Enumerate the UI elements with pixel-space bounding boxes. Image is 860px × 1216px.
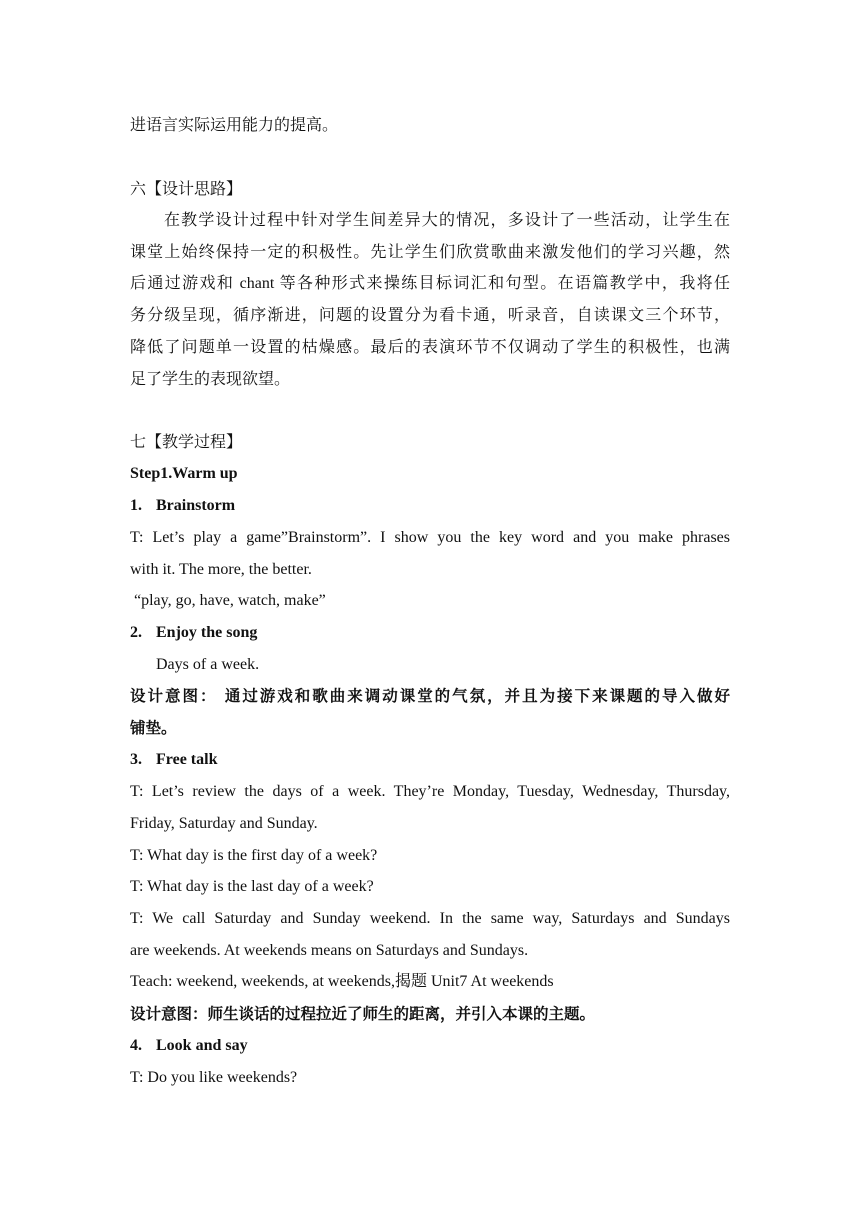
section6-line: 降低了问题单一设置的枯燥感。最后的表演环节不仅调动了学生的积极性，也满 (130, 339, 730, 356)
item-title: Brainstorm (156, 497, 236, 514)
section6-line: 后通过游戏和 chant 等各种形式来操练目标词汇和句型。在语篇教学中，我将任 (130, 275, 730, 292)
section7-heading: 七【教学过程】 (130, 434, 243, 451)
brainstorm-text: with it. The more, the better. (130, 561, 312, 578)
section6-line: 课堂上始终保持一定的积极性。先让学生们欣赏歌曲来激发他们的学习兴趣，然 (130, 244, 730, 261)
item-enjoy-song (130, 623, 730, 643)
freetalk-line: Teach: weekend, weekends, at weekends,揭题 Unit7 At weekends (130, 973, 554, 990)
freetalk-line: T: Let’s review the days of a week. They’re Monday, Tuesday, Wednesday, Thursday, (130, 783, 730, 800)
design-intent: 设计意图：师生谈话的过程拉近了师生的距离，并引入本课的主题。 (130, 1005, 596, 1023)
song-name: Days of a week. (156, 656, 260, 673)
freetalk-line: T: We call Saturday and Sunday weekend. In the same way, Saturdays and Sundays (130, 910, 730, 927)
freetalk-line: T: What day is the first day of a week? (130, 847, 378, 864)
item-number: 2. (130, 624, 142, 641)
step1-heading: Step1.Warm up (130, 465, 238, 482)
design-intent: 铺垫。 (130, 719, 177, 737)
freetalk-line: are weekends. At weekends means on Saturdays and Sundays. (130, 942, 529, 959)
brainstorm-text: T: Let’s play a game”Brainstorm”. I show you the key word and you make phrases (130, 529, 730, 546)
item-look-and-say (130, 1036, 730, 1056)
item-free-talk (130, 750, 730, 770)
brainstorm-words: “play, go, have, watch, make” (134, 592, 326, 609)
item-brainstorm (130, 496, 730, 516)
item-number: 3. (130, 751, 142, 768)
design-intent: 设计意图： 通过游戏和歌曲来调动课堂的气氛，并且为接下来课题的导入做好 (130, 687, 730, 705)
section6-heading: 六【设计思路】 (130, 181, 243, 198)
section6-line: 在教学设计过程中针对学生间差异大的情况，多设计了一些活动，让学生在 (164, 212, 730, 229)
item-title: Enjoy the song (156, 624, 258, 641)
section6-line: 足了学生的表现欲望。 (130, 371, 291, 388)
intro-continuation: 进语言实际运用能力的提高。 (130, 117, 339, 134)
freetalk-line: T: What day is the last day of a week? (130, 878, 374, 895)
freetalk-line: Friday, Saturday and Sunday. (130, 815, 318, 832)
item-title: Look and say (156, 1037, 248, 1054)
item-number: 1. (130, 497, 142, 514)
item-title: Free talk (156, 751, 218, 768)
lookandsay-question: T: Do you like weekends? (130, 1069, 298, 1086)
item-number: 4. (130, 1037, 142, 1054)
section6-line: 务分级呈现，循序渐进，问题的设置分为看卡通，听录音，自读课文三个环节， (130, 307, 730, 324)
